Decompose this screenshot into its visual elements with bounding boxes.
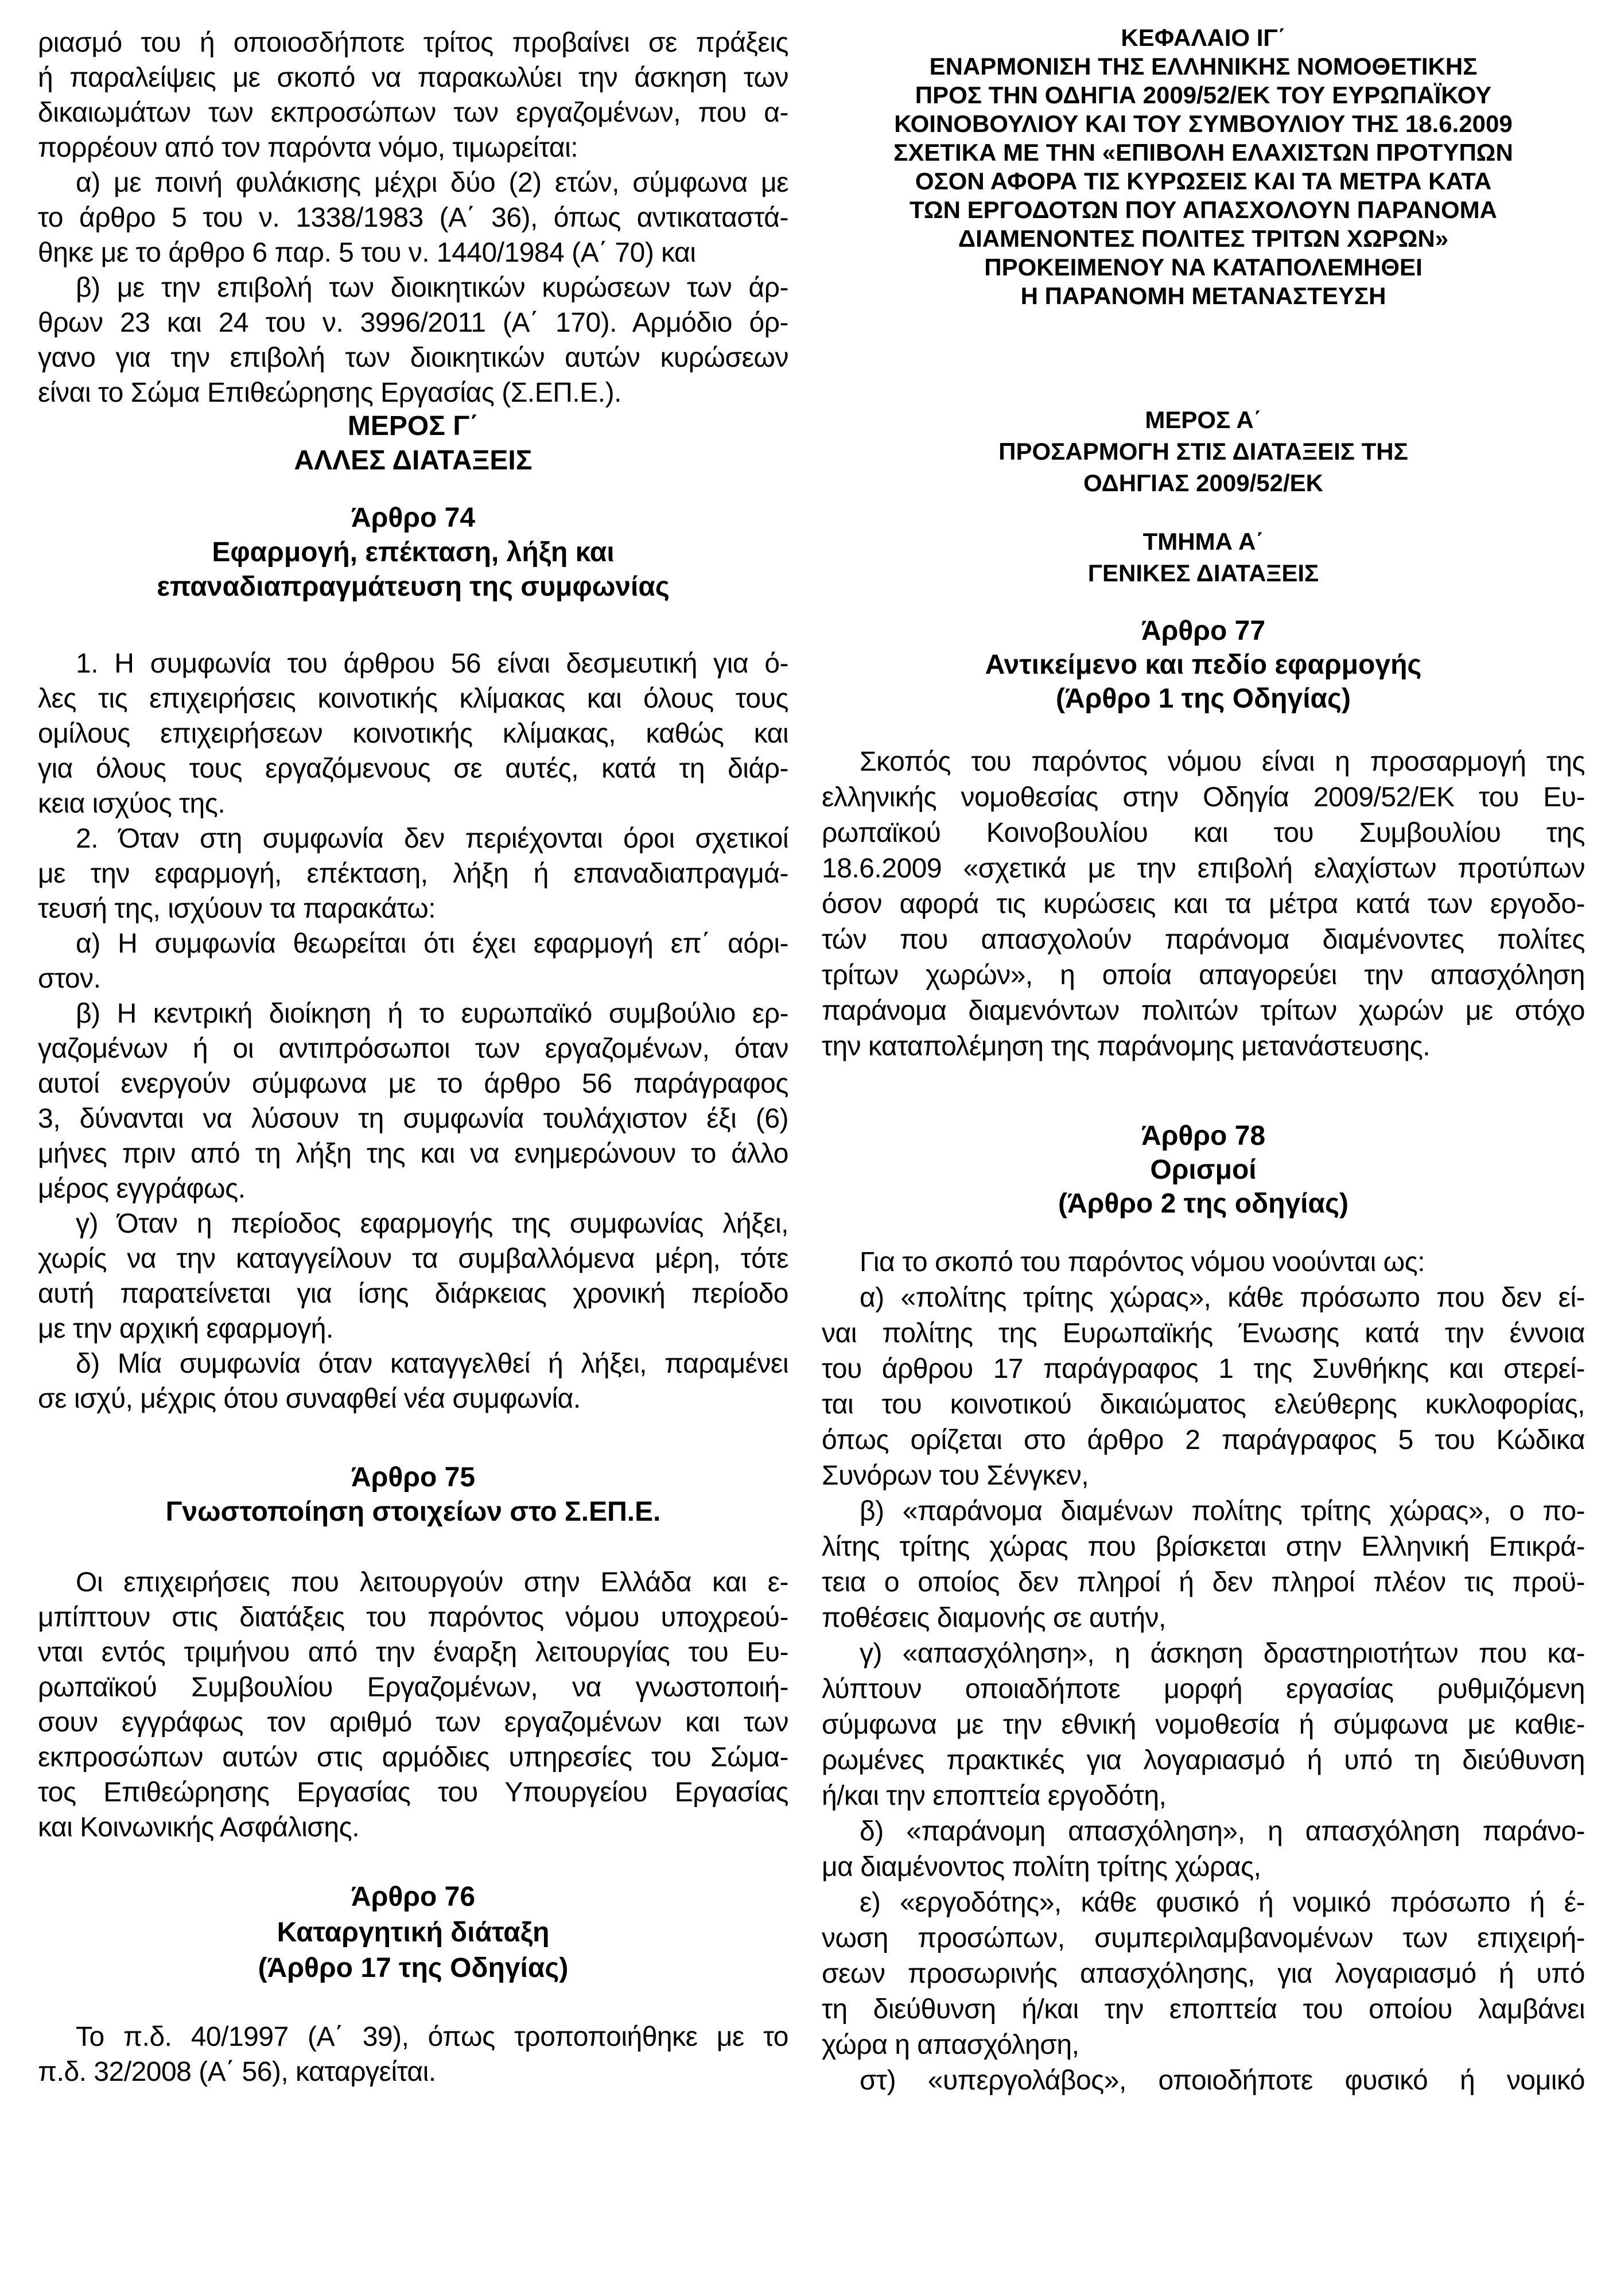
text-line: ρωμένες πρακτικές για λογαριασμό ή υπό τη διεύθυνση (822, 1745, 1585, 1776)
text-line: Αντικείμενο και πεδίο εφαρμογής (985, 650, 1422, 680)
text-line: Εφαρμογή, επέκταση, λήξη και (212, 537, 615, 568)
text-line: ΚΕΦΑΛΑΙΟ ΙΓ΄ (1121, 24, 1286, 51)
text-line: με την εφαρμογή, επέκταση, λήξη ή επαναδιαπραγμά- (38, 858, 788, 889)
text-line: τών που απασχολούν παράνομα διαμένοντες πολίτες (822, 924, 1585, 955)
text-line: δ) «παράνομη απασχόληση», η απασχόληση παράνο- (860, 1816, 1585, 1847)
text-line: εκπροσώπων αυτών στις αρμόδιες υπηρεσίες του Σώμα- (38, 1742, 788, 1773)
text-line: Άρθρο 75 (351, 1462, 476, 1493)
text-line: ναι πολίτης της Ευρωπαϊκής Ένωσης κατά την έννοια (822, 1318, 1585, 1349)
kefalaio-ig-heading (822, 24, 1585, 310)
text-line: Άρθρο 74 (351, 503, 476, 533)
text-line: ή παραλείψεις με σκοπό να παρακωλύει την άσκηση των (38, 63, 788, 93)
text-line: τεια ο οποίος δεν πληροί ή δεν πληροί πλέον τις προϋ- (822, 1567, 1585, 1598)
text-line: ΔΙΑΜΕΝΟΝΤΕΣ ΠΟΛΙΤΕΣ ΤΡΙΤΩΝ ΧΩΡΩΝ» (958, 225, 1449, 252)
text-line: Το π.δ. 40/1997 (Α΄ 39), όπως τροποποιήθηκε με το (76, 2022, 788, 2052)
text-line: όσον αφορά τις κυρώσεις και τα μέτρα κατά των εργοδο- (822, 889, 1585, 919)
text-line: γαζομένων ή οι αντιπρόσωποι των εργαζομένων, όταν (38, 1034, 788, 1064)
text-line: Γνωστοποίηση στοιχείων στο Σ.ΕΠ.Ε. (165, 1497, 661, 1527)
text-line: α) Η συμφωνία θεωρείται ότι έχει εφαρμογή επ΄ αόρι- (76, 928, 788, 959)
text-line: του άρθρου 17 παράγραφος 1 της Συνθήκης και στερεί- (822, 1354, 1585, 1384)
text-line: τρίτων χωρών», η οποία απαγορεύει την απασχόληση (822, 960, 1585, 990)
text-line: σουν εγγράφως τον αριθμό των εργαζομένων και των (38, 1707, 788, 1738)
text-line: (Άρθρο 1 της Οδηγίας) (1056, 683, 1351, 714)
text-line: μπίπτουν στις διατάξεις του παρόντος νόμου υποχρεού- (38, 1602, 788, 1633)
text-line: ή/και την εποπτεία εργοδότη, (822, 1781, 1167, 1811)
text-line: 1. Η συμφωνία του άρθρου 56 είναι δεσμευτική για ό- (76, 648, 788, 679)
text-line: Για το σκοπό του παρόντος νόμου νοούνται ως: (860, 1247, 1425, 1277)
text-line: ΠΡΟΣ ΤΗΝ ΟΔΗΓΙΑ 2009/52/ΕΚ ΤΟΥ ΕΥΡΩΠΑΪΚΟΥ (915, 81, 1492, 108)
text-line: ται του κοινοτικού δικαιώματος ελεύθερης κυκλοφορίας, (822, 1389, 1585, 1420)
arthro-75-heading (38, 1460, 788, 1529)
text-line: επαναδιαπραγμάτευση της συμφωνίας (157, 572, 670, 602)
text-line: ΚΟΙΝΟΒΟΥΛΙΟΥ ΚΑΙ ΤΟΥ ΣΥΜΒΟΥΛΙΟΥ ΤΗΣ 18.6.2009 (894, 110, 1513, 137)
text-line: ΣΧΕΤΙΚΑ ΜΕ ΤΗΝ «ΕΠΙΒΟΛΗ ΕΛΑΧΙΣΤΩΝ ΠΡΟΤΥΠΩΝ (893, 139, 1513, 166)
text-line: μήνες πριν από τη λήξη της και να ενημερώνουν το άλλο (38, 1139, 788, 1169)
text-line: ριασμό του ή οποιοσδήποτε τρίτος προβαίνει σε πράξεις (38, 28, 788, 58)
text-line: θηκε με το άρθρο 6 παρ. 5 του ν. 1440/1984 (Α΄ 70) και (38, 238, 696, 268)
text-line: ΟΔΗΓΙΑΣ 2009/52/ΕΚ (1083, 469, 1323, 496)
arthro-76-heading (38, 1879, 788, 1986)
text-line: ΑΛΛΕΣ ΔΙΑΤΑΞΕΙΣ (294, 445, 533, 476)
arthro-77-body (822, 744, 1585, 1065)
text-line: χώρα η απασχόληση, (822, 2030, 1079, 2060)
left-column (38, 0, 788, 2296)
text-line: και Κοινωνικής Ασφάλισης. (38, 1812, 360, 1843)
tmima-a-heading (822, 526, 1585, 589)
text-line: ρωπαϊκού Συμβουλίου Εργαζομένων, να γνωστοποιή- (38, 1672, 788, 1703)
text-line: Άρθρο 78 (1141, 1121, 1266, 1151)
text-line: π.δ. 32/2008 (Α΄ 56), καταργείται. (38, 2057, 436, 2087)
text-line: λύπτουν οποιαδήποτε μορφή εργασίας ρυθμιζόμενη (822, 1674, 1585, 1704)
text-line: αυτοί ενεργούν σύμφωνα με το άρθρο 56 παράγραφος (38, 1069, 788, 1099)
text-line: ΜΕΡΟΣ Α΄ (1145, 406, 1262, 433)
arthro-75-body (38, 1565, 788, 1845)
text-line: Σκοπός του παρόντος νόμου είναι η προσαρμογή της (860, 747, 1585, 777)
text-line: 18.6.2009 «σχετικά με την επιβολή ελαχίστων προτύπων (822, 853, 1585, 884)
text-line: ΟΣΟΝ ΑΦΟΡΑ ΤΙΣ ΚΥΡΩΣΕΙΣ ΚΑΙ ΤΑ ΜΕΤΡΑ ΚΑΤΑ (915, 168, 1492, 195)
text-line: β) Η κεντρική διοίκηση ή το ευρωπαϊκό συμβούλιο ερ- (76, 999, 788, 1029)
text-line: Άρθρο 76 (351, 1882, 476, 1912)
text-line: Η ΠΑΡΑΝΟΜΗ ΜΕΤΑΝΑΣΤΕΥΣΗ (1020, 282, 1386, 309)
arthro-76-body (38, 2019, 788, 2089)
text-line: πορρέουν από τον παρόντα νόμο, τιμωρείται: (38, 133, 578, 163)
text-line: χωρίς να την καταγγείλουν τα συμβαλλόμενα μέρη, τότε (38, 1244, 788, 1274)
text-line: ελληνικής νομοθεσίας στην Οδηγία 2009/52/ΕΚ του Ευ- (822, 782, 1585, 813)
text-line: (Άρθρο 17 της Οδηγίας) (258, 1953, 569, 1983)
continuation-paragraph-sanctions (38, 25, 788, 410)
text-line: την καταπολέμηση της παράνομης μετανάστευσης. (822, 1031, 1431, 1062)
text-line: λίτης τρίτης χώρας που βρίσκεται στην Ελληνική Επικρά- (822, 1532, 1585, 1562)
text-line: ΓΕΝΙΚΕΣ ΔΙΑΤΑΞΕΙΣ (1087, 560, 1319, 586)
arthro-74-heading (38, 501, 788, 604)
text-line: 3, δύνανται να λύσουν τη συμφωνία τουλάχιστον έξι (6) (38, 1104, 788, 1134)
arthro-78-heading (822, 1119, 1585, 1221)
text-line: σεων προσωρινής απασχόλησης, για λογαριασμό ή υπό (822, 1959, 1585, 1989)
text-line: ποθέσεις διαμονής σε αυτήν, (822, 1603, 1166, 1633)
text-line: αυτή παρατείνεται για ίσης διάρκειας χρονική περίοδο (38, 1279, 788, 1309)
text-line: τευσή της, ισχύουν τα παρακάτω: (38, 893, 436, 924)
text-line: 2. Όταν στη συμφωνία δεν περιέχονται όροι σχετικοί (76, 823, 788, 854)
text-line: ρωπαϊκού Κοινοβουλίου και του Συμβουλίου της (822, 818, 1585, 848)
right-column (822, 0, 1585, 2296)
text-line: α) «πολίτης τρίτης χώρας», κάθε πρόσωπο που δεν εί- (860, 1283, 1585, 1313)
text-line: όπως ορίζεται στο άρθρο 2 παράγραφος 5 του Κώδικα (822, 1425, 1585, 1455)
text-line: τη διεύθυνση ή/και την εποπτεία του οποίου λαμβάνει (822, 1994, 1585, 2025)
text-line: Συνόρων του Σένγκεν, (822, 1460, 1089, 1491)
text-line: ΤΜΗΜΑ Α΄ (1142, 528, 1264, 555)
text-line: α) με ποινή φυλάκισης μέχρι δύο (2) ετών, σύμφωνα με (76, 168, 788, 198)
text-line: το άρθρο 5 του ν. 1338/1983 (Α΄ 36), όπως αντικαταστά- (38, 203, 788, 233)
text-line: θρων 23 και 24 του ν. 3996/2011 (Α΄ 170). Αρμόδιο όρ- (38, 308, 788, 338)
text-line: λες τις επιχειρήσεις κοινοτικής κλίμακας και όλους τους (38, 683, 788, 714)
text-line: σε ισχύ, μέχρις ότου συναφθεί νέα συμφωνία. (38, 1384, 581, 1414)
text-line: (Άρθρο 2 της οδηγίας) (1058, 1188, 1348, 1219)
text-line: στ) «υπεργολάβος», οποιοδήποτε φυσικό ή νομικό (860, 2065, 1585, 2096)
text-line: στον. (38, 964, 101, 994)
text-line: ΜΕΡΟΣ Γ΄ (347, 411, 479, 441)
text-line: β) με την επιβολή των διοικητικών κυρώσεων των άρ- (76, 273, 788, 303)
text-line: ΠΡΟΣΑΡΜΟΓΗ ΣΤΙΣ ΔΙΑΤΑΞΕΙΣ ΤΗΣ (998, 438, 1408, 465)
text-line: ε) «εργοδότης», κάθε φυσικό ή νομικό πρόσωπο ή έ- (860, 1887, 1585, 1918)
text-line: νωση προσώπων, συμπεριλαμβανομένων των επιχειρή- (822, 1923, 1585, 1953)
meros-a-heading (822, 404, 1585, 499)
text-line: ΤΩΝ ΕΡΓΟΔΟΤΩΝ ΠΟΥ ΑΠΑΣΧΟΛΟΥΝ ΠΑΡΑΝΟΜΑ (910, 196, 1497, 223)
arthro-77-heading (822, 614, 1585, 716)
text-line: παράνομα διαμενόντων πολιτών τρίτων χωρών με στόχο (822, 996, 1585, 1026)
text-line: είναι το Σώμα Επιθεώρησης Εργασίας (Σ.ΕΠ.Ε.). (38, 378, 621, 408)
text-line: κεια ισχύος της. (38, 788, 226, 819)
meros-c-heading (38, 409, 788, 478)
text-line: μέρος εγγράφως. (38, 1174, 246, 1204)
arthro-74-body (38, 646, 788, 1416)
text-line: Καταργητική διάταξη (277, 1917, 550, 1948)
text-line: Ορισμοί (1150, 1155, 1257, 1185)
text-line: ΠΡΟΚΕΙΜΕΝΟΥ ΝΑ ΚΑΤΑΠΟΛΕΜΗΘΕΙ (984, 254, 1423, 281)
text-line: γ) «απασχόληση», η άσκηση δραστηριοτήτων που κα- (860, 1638, 1585, 1669)
text-line: μα διαμένοντος πολίτη τρίτης χώρας, (822, 1852, 1261, 1882)
text-line: με την αρχική εφαρμογή. (38, 1314, 333, 1344)
text-line: σύμφωνα με την εθνική νομοθεσία ή σύμφωνα με καθιε- (822, 1710, 1585, 1740)
text-line: για όλους τους εργαζόμενους σε αυτές, κατά τη διάρ- (38, 753, 788, 784)
text-line: γ) Όταν η περίοδος εφαρμογής της συμφωνίας λήξει, (76, 1209, 788, 1239)
text-line: ΕΝΑΡΜΟΝΙΣΗ ΤΗΣ ΕΛΛΗΝΙΚΗΣ ΝΟΜΟΘΕΤΙΚΗΣ (929, 53, 1478, 80)
text-line: τος Επιθεώρησης Εργασίας του Υπουργείου Εργασίας (38, 1777, 788, 1808)
text-line: γανο για την επιβολή των διοικητικών αυτών κυρώσεων (38, 343, 788, 373)
text-line: δικαιωμάτων των εκπροσώπων των εργαζομένων, που α- (38, 98, 788, 128)
arthro-78-body (822, 1245, 1585, 2099)
text-line: Οι επιχειρήσεις που λειτουργούν στην Ελλάδα και ε- (76, 1567, 788, 1598)
text-line: ομίλους επιχειρήσεων κοινοτικής κλίμακας, καθώς και (38, 718, 788, 749)
text-line: δ) Μία συμφωνία όταν καταγγελθεί ή λήξει, παραμένει (76, 1349, 788, 1379)
text-line: β) «παράνομα διαμένων πολίτης τρίτης χώρας», ο πο- (860, 1496, 1585, 1526)
text-line: Άρθρο 77 (1141, 616, 1266, 646)
text-line: νται εντός τριμήνου από την έναρξη λειτουργίας του Ευ- (38, 1637, 788, 1668)
